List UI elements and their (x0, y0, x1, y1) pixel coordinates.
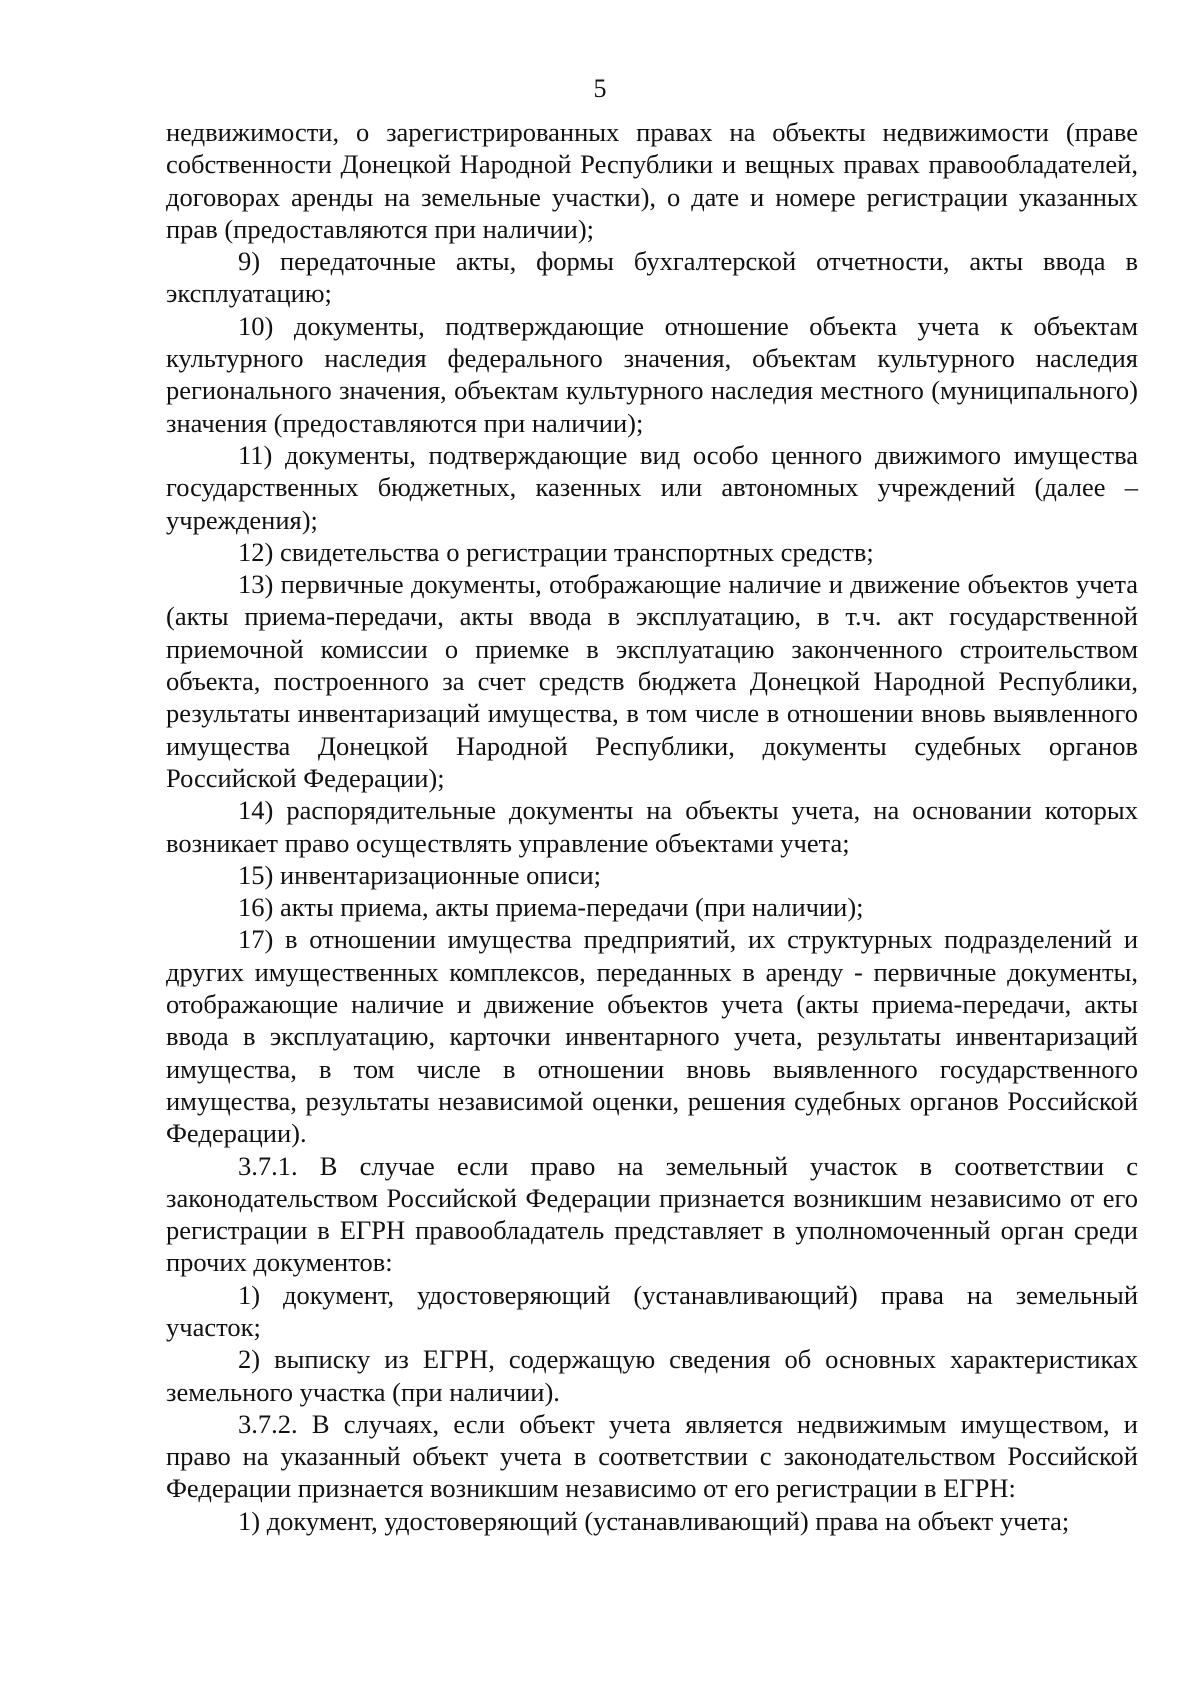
list-item-14: 14) распорядительные документы на объекты учета, на основании которых возникает право осуществлять управление объектами учета; (166, 795, 1138, 858)
list-item-10: 10) документы, подтверждающие отношение объекта учета к объектам культурного наследия федерального значения, объектам культурного наследия регионального значения, объектам культурного наследия местного (муниципального) значения (предоставляются при наличии); (166, 310, 1138, 438)
list-item-16: 16) акты приема, акты приема-передачи (при наличии); (238, 892, 864, 923)
clause-3-7-1: 3.7.1. В случае если право на земельный участок в соответствии с законодательством Российской Федерации признается возникшим независимо от его регистрации в ЕГРН правообладатель представляет в уполномоченный орган среди прочих документов: (166, 1150, 1138, 1278)
clause-3-7-2-item-1: 1) документ, удостоверяющий (устанавливающий) права на объект учета; (238, 1505, 1070, 1536)
page-number: 5 (593, 74, 607, 103)
paragraph-continuation: недвижимости, о зарегистрированных правах на объекты недвижимости (праве собственности Донецкой Народной Республики и вещных правах правообладателей, договорах аренды на земельные участки), о дате и номере регистрации указанных прав (предоставляются при наличии); (166, 117, 1138, 244)
clause-3-7-2: 3.7.2. В случаях, если объект учета является недвижимым имуществом, и право на указанный объект учета в соответствии с законодательством Российской Федерации признается возникшим независимо от его регистрации в ЕГРН: (166, 1408, 1138, 1504)
clause-3-7-1-item-2: 2) выписку из ЕГРН, содержащую сведения об основных характеристиках земельного участка (при наличии). (166, 1344, 1138, 1407)
list-item-15: 15) инвентаризационные описи; (238, 859, 602, 890)
list-item-11: 11) документы, подтверждающие вид особо ценного движимого имущества государственных бюджетных, казенных или автономных учреждений (далее – учреждения); (166, 439, 1138, 535)
list-item-12: 12) свидетельства о регистрации транспортных средств; (238, 536, 874, 567)
document-body (166, 116, 1138, 1537)
clause-3-7-1-item-1: 1) документ, удостоверяющий (устанавливающий) права на земельный участок; (166, 1279, 1138, 1342)
list-item-17: 17) в отношении имущества предприятий, их структурных подразделений и других имущественных комплексов, переданных в аренду - первичные документы, отображающие наличие и движение объектов учета (акты приема-передачи, акты ввода в эксплуатацию, карточки инвентарного учета, результаты инвентаризаций имущества, в том числе в отношении вновь выявленного государственного имущества, результаты независимой оценки, решения судебных органов Российской Федерации). (166, 924, 1138, 1149)
list-item-9: 9) передаточные акты, формы бухгалтерской отчетности, акты ввода в эксплуатацию; (166, 246, 1138, 309)
list-item-13: 13) первичные документы, отображающие наличие и движение объектов учета (акты приема-передачи, акты ввода в эксплуатацию, в т.ч. акт государственной приемочной комиссии о приемке в эксплуатацию законченного строительством объекта, построенного за счет средств бюджета Донецкой Народной Республики, результаты инвентаризаций имущества, в том числе в отношении вновь выявленного имущества Донецкой Народной Республики, документы судебных органов Российской Федерации); (166, 569, 1138, 793)
